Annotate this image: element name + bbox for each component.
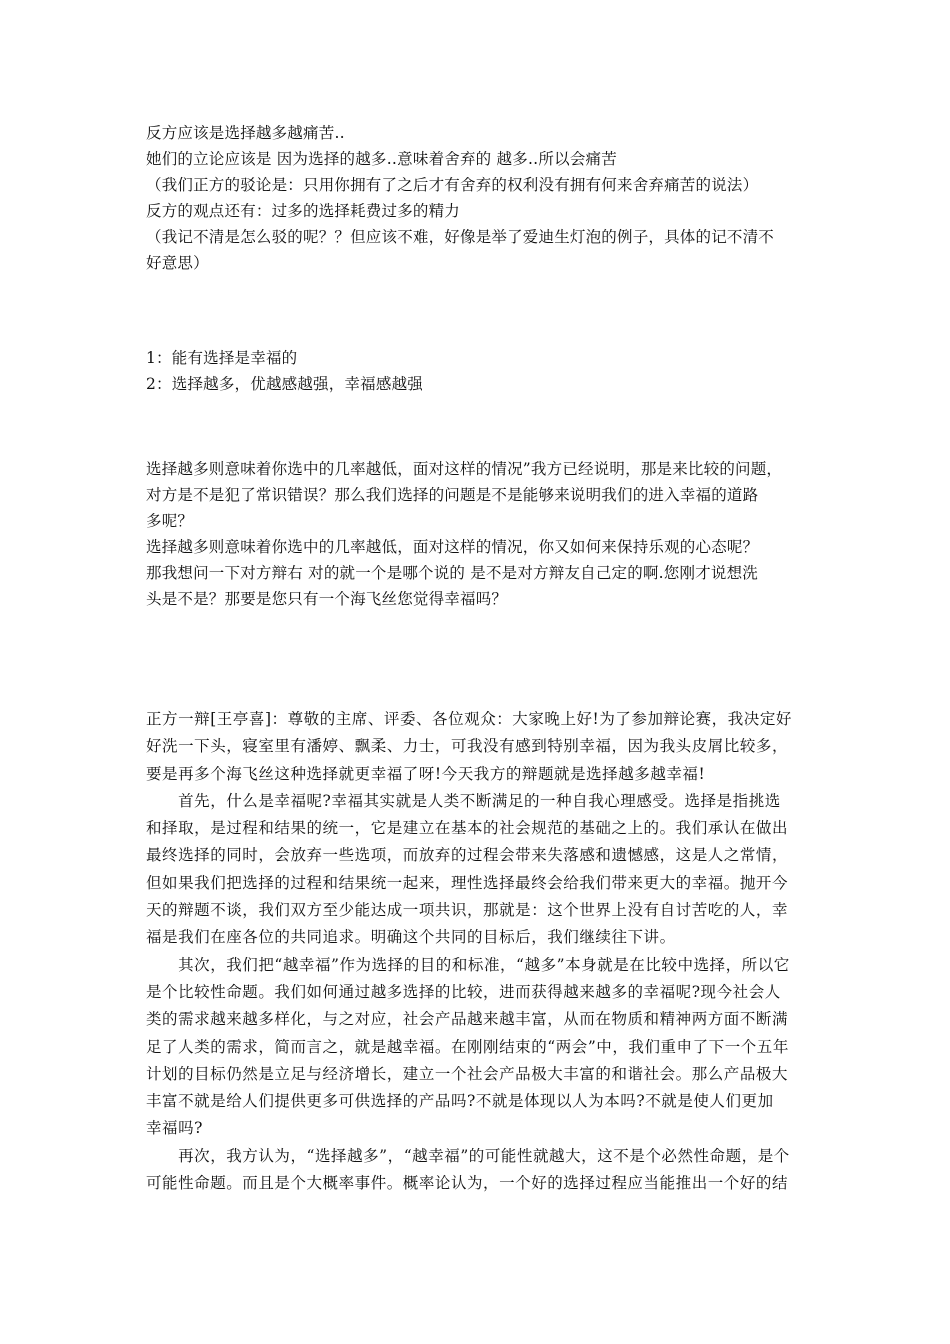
text-line: 福是我们在座各位的共同追求。明确这个共同的目标后，我们继续往下讲。	[146, 928, 676, 947]
text-line: 好意思）	[146, 254, 209, 272]
text-line: 多呢？	[146, 512, 194, 530]
text-line: （我们正方的驳论是：只用你拥有了之后才有舍弃的权利没有拥有何来舍弃痛苦的说法）	[146, 176, 759, 194]
text-line: 其次，我们把“越幸福”作为选择的目的和标准，“越多”本身就是在比较中选择，所以它	[146, 955, 790, 974]
text-line: 对方是不是犯了常识错误？那么我们选择的问题是不是能够来说明我们的进入幸福的道路	[146, 486, 759, 504]
text-line: 反方的观点还有：过多的选择耗费过多的精力	[146, 202, 461, 220]
text-line: 类的需求越来越多样化，与之对应，社会产品越来越丰富，从而在物质和精神两方面不断满	[146, 1010, 789, 1029]
text-line: 计划的目标仍然是立足与经济增长，建立一个社会产品极大丰富的和谐社会。那么产品极大	[146, 1064, 789, 1083]
text-line: 好洗一下头，寝室里有潘婷、飘柔、力士，可我没有感到特别幸福，因为我头皮屑比较多，	[146, 737, 789, 756]
text-line: 选择越多则意味着你选中的几率越低，面对这样的情况，你又如何来保持乐观的心态呢？	[146, 538, 759, 556]
text-line: 是个比较性命题。我们如何通过越多选择的比较，进而获得越来越多的幸福呢?现今社会人	[146, 982, 781, 1001]
text-line: 反方应该是选择越多越痛苦‥	[146, 124, 345, 142]
text-line: 足了人类的需求，简而言之，就是越幸福。在刚刚结束的“两会”中，我们重申了下一个五年	[146, 1037, 789, 1056]
rebuttal-block	[146, 456, 808, 612]
list-item: 1：能有选择是幸福的	[146, 349, 298, 367]
text-line: 最终选择的同时，会放弃一些选项，而放弃的过程会带来失落感和遗憾感，这是人之常情，	[146, 846, 789, 865]
notes-block	[146, 120, 808, 276]
text-line: 但如果我们把选择的过程和结果统一起来，理性选择最终会给我们带来更大的幸福。抛开今	[146, 873, 789, 892]
text-line: 和择取，是过程和结果的统一，它是建立在基本的社会规范的基础之上的。我们承认在做出	[146, 819, 789, 838]
text-line: 选择越多则意味着你选中的几率越低，面对这样的情况”我方已经说明，那是来比较的问题，	[146, 460, 783, 478]
text-line: 丰富不就是给人们提供更多可供选择的产品吗?不就是体现以人为本吗?不就是使人们更加	[146, 1092, 774, 1111]
text-line: 她们的立论应该是 因为选择的越多‥意味着舍弃的 越多‥所以会痛苦	[146, 150, 617, 168]
text-line: 正方一辩[王亭喜]：尊敬的主席、评委、各位观众：大家晚上好!为了参加辩论赛，我决定好	[146, 710, 792, 728]
points-list	[146, 345, 808, 397]
text-line: 天的辩题不谈，我们双方至少能达成一项共识，那就是：这个世界上没有自讨苦吃的人，幸	[146, 901, 789, 920]
list-item: 2：选择越多，优越感越强，幸福感越强	[146, 375, 423, 393]
opening-speech	[146, 706, 808, 1197]
text-line: 头是不是？那要是您只有一个海飞丝您觉得幸福吗？	[146, 590, 508, 608]
text-line: 首先，什么是幸福呢?幸福其实就是人类不断满足的一种自我心理感受。选择是指挑选	[146, 791, 781, 810]
text-line: 幸福吗?	[146, 1119, 204, 1138]
text-line: （我记不清是怎么驳的呢？？但应该不难，好像是举了爱迪生灯泡的例子，具体的记不清不	[146, 228, 775, 246]
text-line: 可能性命题。而且是个大概率事件。概率论认为，一个好的选择过程应当能推出一个好的结	[146, 1174, 789, 1193]
text-line: 再次，我方认为，“选择越多”，“越幸福”的可能性就越大，这不是个必然性命题，是个	[146, 1146, 790, 1165]
text-line: 要是再多个海飞丝这种选择就更幸福了呀!今天我方的辩题就是选择越多越幸福!	[146, 764, 706, 783]
text-line: 那我想问一下对方辩右 对的就一个是哪个说的 是不是对方辩友自己定的啊.您刚才说想洗	[146, 564, 758, 582]
